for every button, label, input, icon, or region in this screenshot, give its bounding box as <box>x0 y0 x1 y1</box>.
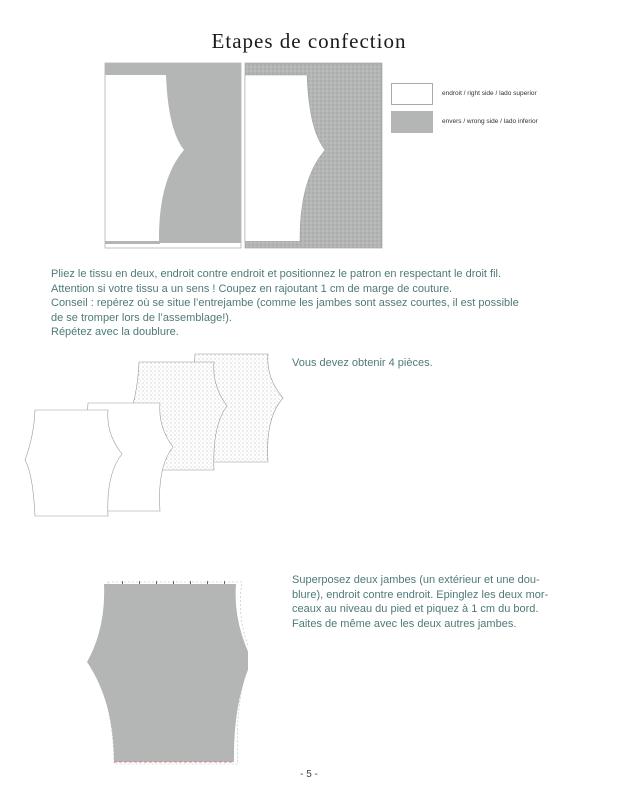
four-pieces-diagram <box>22 350 288 520</box>
fabric-panel-right-side <box>105 63 241 248</box>
instruction-line: Répétez avec la doublure. <box>51 326 179 339</box>
leg-piece-outer <box>87 584 248 762</box>
instruction-line: blure), endroit contre endroit. Epinglez les deux mor- <box>292 588 549 601</box>
instruction-line: ceaux au niveau du pied et piquez à 1 cm du bord. <box>292 603 539 616</box>
instruction-line: Attention si votre tissu a un sens ! Coupez en rajoutant 1 cm de marge de couture. <box>51 282 453 295</box>
instruction-step-1 <box>51 267 519 340</box>
fabric-panel-wrong-side <box>245 63 382 248</box>
instruction-line: Faites de même avec les deux autres jambes. <box>292 617 517 630</box>
instruction-step-3 <box>292 573 548 631</box>
instruction-line: Conseil : repérez où se situe l’entrejambe (comme les jambes sont assez courtes, il est possible <box>51 297 519 310</box>
instruction-line: Superposez deux jambes (un extérieur et une dou- <box>292 574 540 586</box>
page-title: Etapes de confection <box>211 29 407 53</box>
instruction-line: de se tromper lors de l’assemblage!). <box>51 311 232 324</box>
instruction-line: Pliez le tissu en deux, endroit contre endroit et positionnez le patron en respectant le droit fil. <box>51 268 502 280</box>
page-number: - 5 - <box>300 769 318 780</box>
instruction-step-2: Vous devez obtenir 4 pièces. <box>292 357 433 369</box>
legend-label-right-side: endroit / right side / lado superior <box>442 90 537 97</box>
legend-label-wrong-side: envers / wrong side / lado inferior <box>442 118 538 125</box>
piece-outer-front <box>25 410 122 516</box>
superposed-legs-diagram <box>84 578 248 768</box>
legend-swatch-wrong-side <box>391 111 433 133</box>
legend-swatch-right-side <box>391 83 433 105</box>
fabric-layout-diagram <box>100 60 390 252</box>
